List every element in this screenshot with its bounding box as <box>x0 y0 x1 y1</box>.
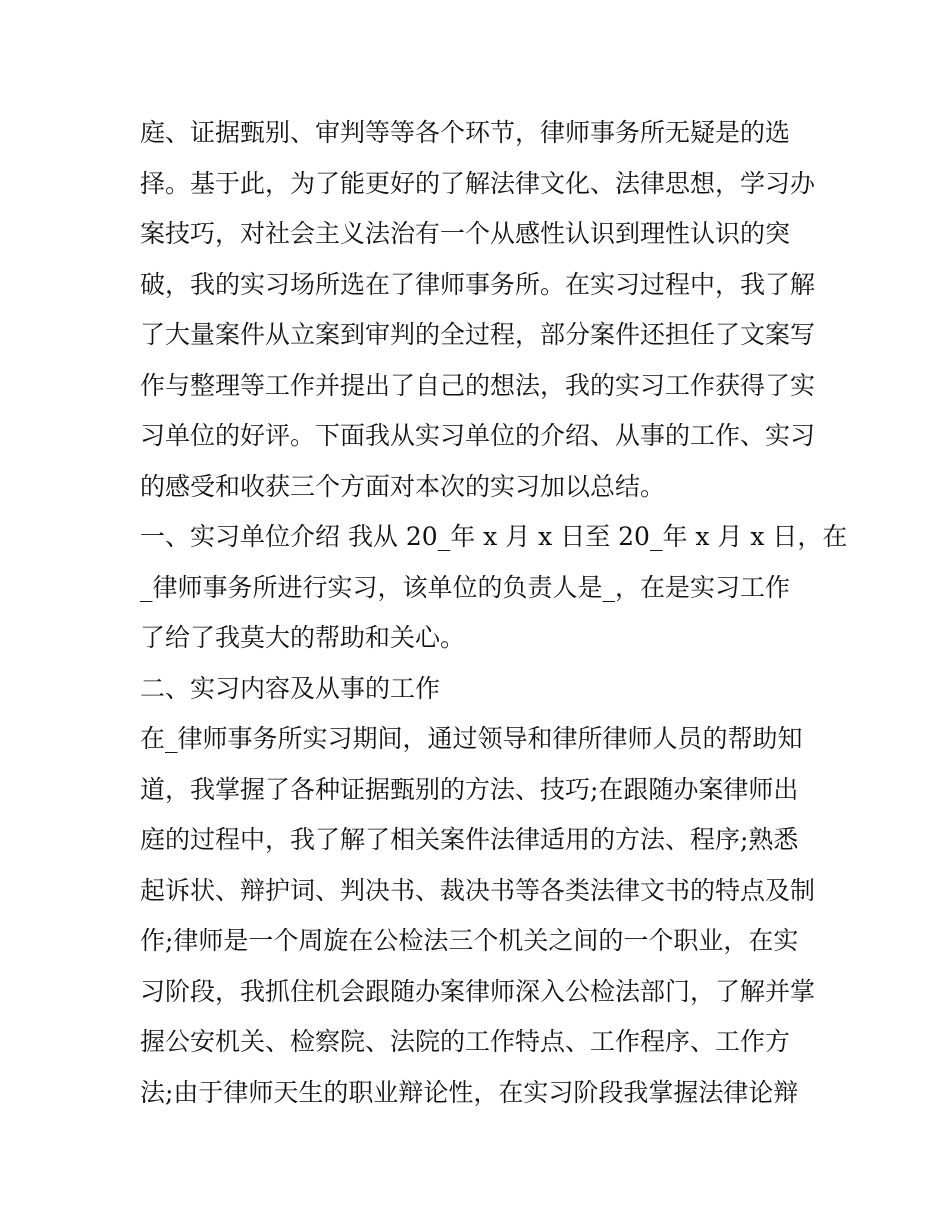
text-line: 择。基于此，为了能更好的了解法律文化、法律思想，学习办 <box>140 168 816 198</box>
text-line: 作与整理等工作并提出了自己的想法，我的实习工作获得了实 <box>140 370 816 400</box>
text-line: 了大量案件从立案到审判的全过程，部分案件还担任了文案写 <box>140 320 816 349</box>
text-line: 道，我掌握了各种证据甄别的方法、技巧;在跟随办案律师出 <box>140 774 799 804</box>
text-line: 庭的过程中，我了解了相关案件法律适用的方法、程序;熟悉 <box>140 825 799 854</box>
text-line: 法;由于律师天生的职业辩论性，在实习阶段我掌握法律论辩 <box>140 1077 799 1107</box>
text-line: 案技巧，对社会主义法治有一个从感性认识到理性认识的突 <box>140 219 791 248</box>
text-line: 破，我的实习场所选在了律师事务所。在实习过程中，我了解 <box>140 269 816 299</box>
document-body <box>140 108 848 1118</box>
text-line: 起诉状、辩护词、判决书、裁决书等各类法律文书的特点及制 <box>140 875 816 905</box>
text-line: 在_律师事务所实习期间，通过领导和律所律师人员的帮助知 <box>140 724 803 753</box>
text-line: _律师事务所进行实习，该单位的负责人是_，在是实习工作 <box>140 572 791 602</box>
text-line: 握公安机关、检察院、法院的工作特点、工作程序、工作方 <box>140 1027 791 1056</box>
text-line: 的感受和收获三个方面对本次的实习加以总结。 <box>140 471 666 501</box>
text-line: 作;律师是一个周旋在公检法三个机关之间的一个职业，在实 <box>140 926 799 955</box>
text-line: 庭、证据甄别、审判等等各个环节，律师事务所无疑是的选 <box>140 118 791 147</box>
section-heading: 二、实习内容及从事的工作 <box>140 673 441 703</box>
text-line: 习单位的好评。下面我从实习单位的介绍、从事的工作、实习 <box>140 421 816 450</box>
text-line: 了给了我莫大的帮助和关心。 <box>140 623 466 652</box>
section-heading-line: 一、实习单位介绍 我从 20_年 x 月 x 日至 20_年 x 月 x 日，在 <box>140 522 848 551</box>
text-line: 习阶段，我抓住机会跟随办案律师深入公检法部门，了解并掌 <box>140 976 816 1006</box>
